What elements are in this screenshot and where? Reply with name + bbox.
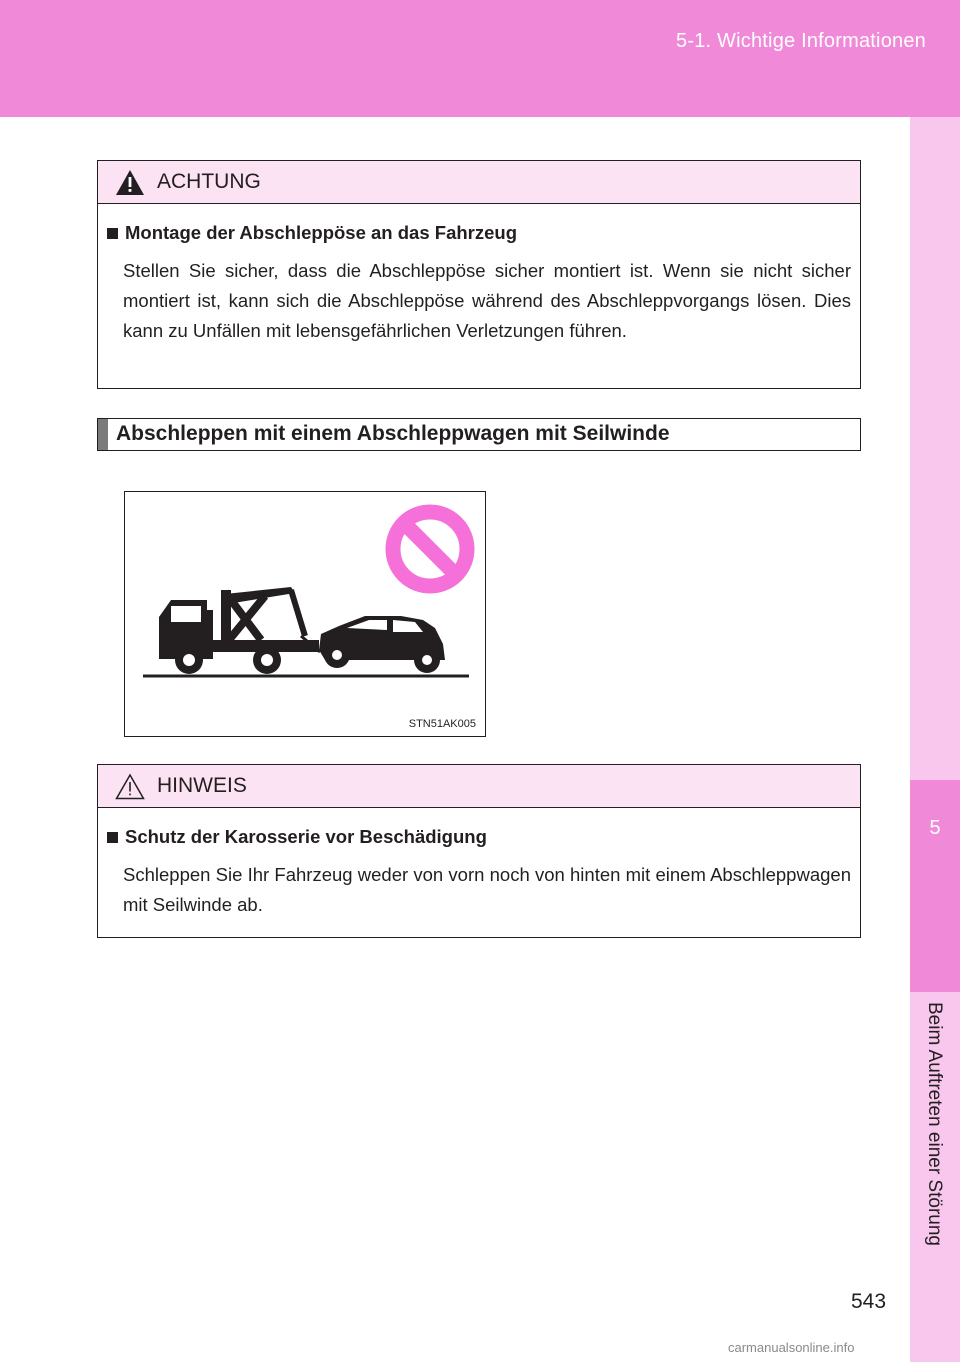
note-subheading-text: Schutz der Karosserie vor Beschädigung: [125, 826, 487, 847]
towed-car: [319, 616, 445, 673]
chapter-title: Beim Auftreten einer Störung: [924, 1002, 945, 1246]
watermark: carmanualsonline.info: [728, 1340, 855, 1355]
note-text: Schleppen Sie Ihr Fahrzeug weder von vorn noch von hinten mit einem Abschleppwagen mit Seilwinde ab.: [123, 864, 851, 915]
caution-text: Stellen Sie sicher, dass die Abschleppöse sicher montiert ist. Wenn sie nicht sicher montiert ist, kann sich die Abschleppöse während des Abschleppvorgangs lösen. Dies kann zu Unfällen mit lebensgefährlichen Verletzungen führen.: [123, 260, 851, 341]
caution-subheading: [107, 220, 851, 246]
tow-truck: [159, 587, 320, 674]
figure-code: STN51AK005: [408, 718, 476, 730]
square-bullet-icon: [107, 228, 118, 239]
active-chapter-tab[interactable]: [910, 780, 960, 992]
caution-box: [97, 160, 861, 389]
notice-icon: [115, 773, 145, 800]
note-subheading: [107, 824, 851, 850]
tow-truck-figure: [124, 491, 486, 737]
chapter-number: 5: [929, 817, 941, 839]
section-heading-accent: [98, 419, 108, 450]
note-box-header: [98, 765, 860, 808]
chapter-side-tab: [910, 117, 960, 1362]
note-title: HINWEIS: [157, 774, 247, 797]
prohibited-icon: [393, 512, 467, 586]
caution-title: ACHTUNG: [157, 170, 261, 193]
header-band: [0, 0, 960, 117]
caution-subheading-text: Montage der Abschleppöse an das Fahrzeug: [125, 222, 517, 243]
section-heading-title: Abschleppen mit einem Abschleppwagen mit Seilwinde: [116, 422, 670, 445]
note-box: [97, 764, 861, 938]
caution-box-header: [98, 161, 860, 204]
square-bullet-icon: [107, 832, 118, 843]
section-title: 5-1. Wichtige Informationen: [676, 30, 926, 52]
warning-icon: [115, 169, 145, 196]
section-heading: [97, 418, 861, 451]
page-number: 543: [851, 1290, 887, 1313]
tow-truck-illustration: [125, 492, 485, 736]
